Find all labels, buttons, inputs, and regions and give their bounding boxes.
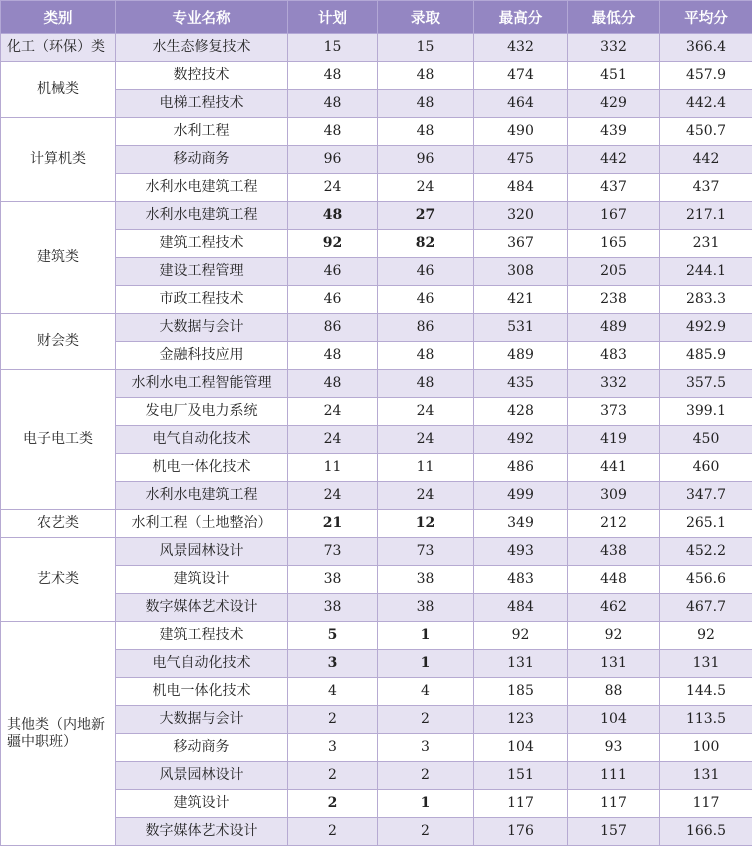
admitted-cell: 24 [378, 482, 474, 510]
admitted-cell: 1 [378, 790, 474, 818]
plan-cell: 48 [288, 370, 378, 398]
admitted-cell: 27 [378, 202, 474, 230]
table-row [1, 62, 752, 90]
category-cell [1, 62, 116, 118]
admitted-cell: 46 [378, 286, 474, 314]
avg-score-cell: 166.5 [660, 818, 752, 846]
max-score-cell: 308 [474, 258, 568, 286]
major-name-cell: 机电一体化技术 [116, 678, 288, 706]
min-score-cell: 167 [568, 202, 660, 230]
category-label: 化工（环保）类 [1, 39, 115, 55]
admitted-cell: 73 [378, 538, 474, 566]
major-name-cell: 水利水电建筑工程 [116, 174, 288, 202]
table-row [1, 370, 752, 398]
min-score-cell: 441 [568, 454, 660, 482]
min-score-cell: 437 [568, 174, 660, 202]
min-score-cell: 92 [568, 622, 660, 650]
major-name-cell: 风景园林设计 [116, 762, 288, 790]
table-row [1, 314, 752, 342]
avg-score-cell: 442.4 [660, 90, 752, 118]
major-name-cell: 建筑工程技术 [116, 230, 288, 258]
max-score-cell: 493 [474, 538, 568, 566]
major-name-cell: 电气自动化技术 [116, 426, 288, 454]
max-score-cell: 499 [474, 482, 568, 510]
avg-score-cell: 457.9 [660, 62, 752, 90]
min-score-cell: 419 [568, 426, 660, 454]
max-score-cell: 484 [474, 174, 568, 202]
max-score-cell: 349 [474, 510, 568, 538]
avg-score-cell: 117 [660, 790, 752, 818]
major-name-cell: 水利水电建筑工程 [116, 482, 288, 510]
table-row [1, 538, 752, 566]
avg-score-cell: 283.3 [660, 286, 752, 314]
min-score-cell: 439 [568, 118, 660, 146]
max-score-cell: 131 [474, 650, 568, 678]
category-cell [1, 314, 116, 370]
table-header-row [1, 1, 752, 34]
major-name-cell: 水利工程 [116, 118, 288, 146]
major-name-cell: 移动商务 [116, 734, 288, 762]
max-score-cell: 486 [474, 454, 568, 482]
avg-score-cell: 92 [660, 622, 752, 650]
plan-cell: 4 [288, 678, 378, 706]
avg-score-cell: 347.7 [660, 482, 752, 510]
admitted-cell: 2 [378, 706, 474, 734]
major-name-cell: 市政工程技术 [116, 286, 288, 314]
header-category: 类别 [1, 1, 116, 34]
min-score-cell: 438 [568, 538, 660, 566]
major-name-cell: 数字媒体艺术设计 [116, 594, 288, 622]
plan-cell: 96 [288, 146, 378, 174]
max-score-cell: 367 [474, 230, 568, 258]
avg-score-cell: 231 [660, 230, 752, 258]
plan-cell: 46 [288, 286, 378, 314]
category-cell [1, 622, 116, 846]
max-score-cell: 421 [474, 286, 568, 314]
category-cell [1, 118, 116, 202]
max-score-cell: 123 [474, 706, 568, 734]
min-score-cell: 429 [568, 90, 660, 118]
table-row [1, 202, 752, 230]
admitted-cell: 38 [378, 566, 474, 594]
admitted-cell: 46 [378, 258, 474, 286]
max-score-cell: 92 [474, 622, 568, 650]
major-name-cell: 水生态修复技术 [116, 34, 288, 62]
plan-cell: 15 [288, 34, 378, 62]
major-name-cell: 电气自动化技术 [116, 650, 288, 678]
min-score-cell: 462 [568, 594, 660, 622]
major-name-cell: 建筑设计 [116, 790, 288, 818]
major-name-cell: 电梯工程技术 [116, 90, 288, 118]
category-label: 机械类 [1, 81, 115, 97]
plan-cell: 48 [288, 62, 378, 90]
admitted-cell: 1 [378, 622, 474, 650]
category-label: 农艺类 [1, 515, 115, 531]
plan-cell: 2 [288, 762, 378, 790]
category-label: 电子电工类 [1, 431, 115, 447]
plan-cell: 5 [288, 622, 378, 650]
max-score-cell: 432 [474, 34, 568, 62]
avg-score-cell: 452.2 [660, 538, 752, 566]
admitted-cell: 86 [378, 314, 474, 342]
admitted-cell: 96 [378, 146, 474, 174]
admitted-cell: 24 [378, 174, 474, 202]
table-row [1, 510, 752, 538]
plan-cell: 2 [288, 706, 378, 734]
plan-cell: 38 [288, 594, 378, 622]
plan-cell: 48 [288, 90, 378, 118]
category-cell [1, 510, 116, 538]
max-score-cell: 104 [474, 734, 568, 762]
plan-cell: 73 [288, 538, 378, 566]
major-name-cell: 水利水电建筑工程 [116, 202, 288, 230]
max-score-cell: 151 [474, 762, 568, 790]
admitted-cell: 48 [378, 90, 474, 118]
avg-score-cell: 131 [660, 762, 752, 790]
avg-score-cell: 456.6 [660, 566, 752, 594]
category-cell [1, 538, 116, 622]
admitted-cell: 38 [378, 594, 474, 622]
max-score-cell: 428 [474, 398, 568, 426]
min-score-cell: 117 [568, 790, 660, 818]
max-score-cell: 320 [474, 202, 568, 230]
major-name-cell: 发电厂及电力系统 [116, 398, 288, 426]
min-score-cell: 205 [568, 258, 660, 286]
max-score-cell: 464 [474, 90, 568, 118]
avg-score-cell: 265.1 [660, 510, 752, 538]
avg-score-cell: 442 [660, 146, 752, 174]
min-score-cell: 104 [568, 706, 660, 734]
admitted-cell: 48 [378, 370, 474, 398]
plan-cell: 24 [288, 174, 378, 202]
plan-cell: 24 [288, 398, 378, 426]
min-score-cell: 212 [568, 510, 660, 538]
admitted-cell: 48 [378, 118, 474, 146]
admitted-cell: 2 [378, 762, 474, 790]
admitted-cell: 48 [378, 62, 474, 90]
avg-score-cell: 492.9 [660, 314, 752, 342]
min-score-cell: 332 [568, 370, 660, 398]
avg-score-cell: 100 [660, 734, 752, 762]
max-score-cell: 185 [474, 678, 568, 706]
plan-cell: 38 [288, 566, 378, 594]
plan-cell: 92 [288, 230, 378, 258]
avg-score-cell: 437 [660, 174, 752, 202]
plan-cell: 11 [288, 454, 378, 482]
category-label: 财会类 [1, 333, 115, 349]
table-row [1, 118, 752, 146]
max-score-cell: 117 [474, 790, 568, 818]
category-cell [1, 202, 116, 314]
header-avg-score: 平均分 [660, 1, 752, 34]
min-score-cell: 165 [568, 230, 660, 258]
plan-cell: 21 [288, 510, 378, 538]
avg-score-cell: 131 [660, 650, 752, 678]
major-name-cell: 风景园林设计 [116, 538, 288, 566]
admitted-cell: 24 [378, 398, 474, 426]
min-score-cell: 309 [568, 482, 660, 510]
min-score-cell: 88 [568, 678, 660, 706]
plan-cell: 48 [288, 118, 378, 146]
min-score-cell: 111 [568, 762, 660, 790]
admitted-cell: 4 [378, 678, 474, 706]
max-score-cell: 176 [474, 818, 568, 846]
table-row [1, 622, 752, 650]
avg-score-cell: 366.4 [660, 34, 752, 62]
admitted-cell: 82 [378, 230, 474, 258]
min-score-cell: 489 [568, 314, 660, 342]
max-score-cell: 492 [474, 426, 568, 454]
major-name-cell: 建设工程管理 [116, 258, 288, 286]
major-name-cell: 大数据与会计 [116, 314, 288, 342]
min-score-cell: 451 [568, 62, 660, 90]
major-name-cell: 移动商务 [116, 146, 288, 174]
category-label: 计算机类 [1, 151, 115, 167]
category-cell [1, 370, 116, 510]
plan-cell: 3 [288, 734, 378, 762]
plan-cell: 48 [288, 202, 378, 230]
min-score-cell: 373 [568, 398, 660, 426]
max-score-cell: 474 [474, 62, 568, 90]
plan-cell: 24 [288, 426, 378, 454]
max-score-cell: 483 [474, 566, 568, 594]
major-name-cell: 大数据与会计 [116, 706, 288, 734]
avg-score-cell: 450 [660, 426, 752, 454]
min-score-cell: 483 [568, 342, 660, 370]
admitted-cell: 24 [378, 426, 474, 454]
plan-cell: 2 [288, 790, 378, 818]
max-score-cell: 489 [474, 342, 568, 370]
table-row [1, 34, 752, 62]
admitted-cell: 12 [378, 510, 474, 538]
major-name-cell: 水利水电工程智能管理 [116, 370, 288, 398]
admitted-cell: 48 [378, 342, 474, 370]
plan-cell: 86 [288, 314, 378, 342]
plan-cell: 48 [288, 342, 378, 370]
admitted-cell: 15 [378, 34, 474, 62]
category-label: 艺术类 [1, 571, 115, 587]
major-name-cell: 建筑设计 [116, 566, 288, 594]
category-label: 建筑类 [1, 249, 115, 265]
avg-score-cell: 460 [660, 454, 752, 482]
header-major: 专业名称 [116, 1, 288, 34]
avg-score-cell: 467.7 [660, 594, 752, 622]
min-score-cell: 157 [568, 818, 660, 846]
category-label: 其他类（内地新疆中职班） [1, 717, 115, 749]
admitted-cell: 2 [378, 818, 474, 846]
avg-score-cell: 144.5 [660, 678, 752, 706]
max-score-cell: 435 [474, 370, 568, 398]
header-plan: 计划 [288, 1, 378, 34]
max-score-cell: 484 [474, 594, 568, 622]
avg-score-cell: 357.5 [660, 370, 752, 398]
major-name-cell: 水利工程（土地整治） [116, 510, 288, 538]
admitted-cell: 1 [378, 650, 474, 678]
major-name-cell: 机电一体化技术 [116, 454, 288, 482]
avg-score-cell: 244.1 [660, 258, 752, 286]
min-score-cell: 448 [568, 566, 660, 594]
major-name-cell: 数字媒体艺术设计 [116, 818, 288, 846]
header-admitted: 录取 [378, 1, 474, 34]
avg-score-cell: 217.1 [660, 202, 752, 230]
header-max-score: 最高分 [474, 1, 568, 34]
min-score-cell: 131 [568, 650, 660, 678]
major-name-cell: 金融科技应用 [116, 342, 288, 370]
avg-score-cell: 399.1 [660, 398, 752, 426]
max-score-cell: 531 [474, 314, 568, 342]
major-name-cell: 建筑工程技术 [116, 622, 288, 650]
min-score-cell: 332 [568, 34, 660, 62]
plan-cell: 2 [288, 818, 378, 846]
category-cell [1, 34, 116, 62]
max-score-cell: 490 [474, 118, 568, 146]
avg-score-cell: 450.7 [660, 118, 752, 146]
min-score-cell: 442 [568, 146, 660, 174]
admitted-cell: 3 [378, 734, 474, 762]
plan-cell: 3 [288, 650, 378, 678]
plan-cell: 46 [288, 258, 378, 286]
avg-score-cell: 485.9 [660, 342, 752, 370]
table-body [1, 34, 752, 846]
admitted-cell: 11 [378, 454, 474, 482]
max-score-cell: 475 [474, 146, 568, 174]
header-min-score: 最低分 [568, 1, 660, 34]
min-score-cell: 238 [568, 286, 660, 314]
min-score-cell: 93 [568, 734, 660, 762]
major-name-cell: 数控技术 [116, 62, 288, 90]
avg-score-cell: 113.5 [660, 706, 752, 734]
plan-cell: 24 [288, 482, 378, 510]
